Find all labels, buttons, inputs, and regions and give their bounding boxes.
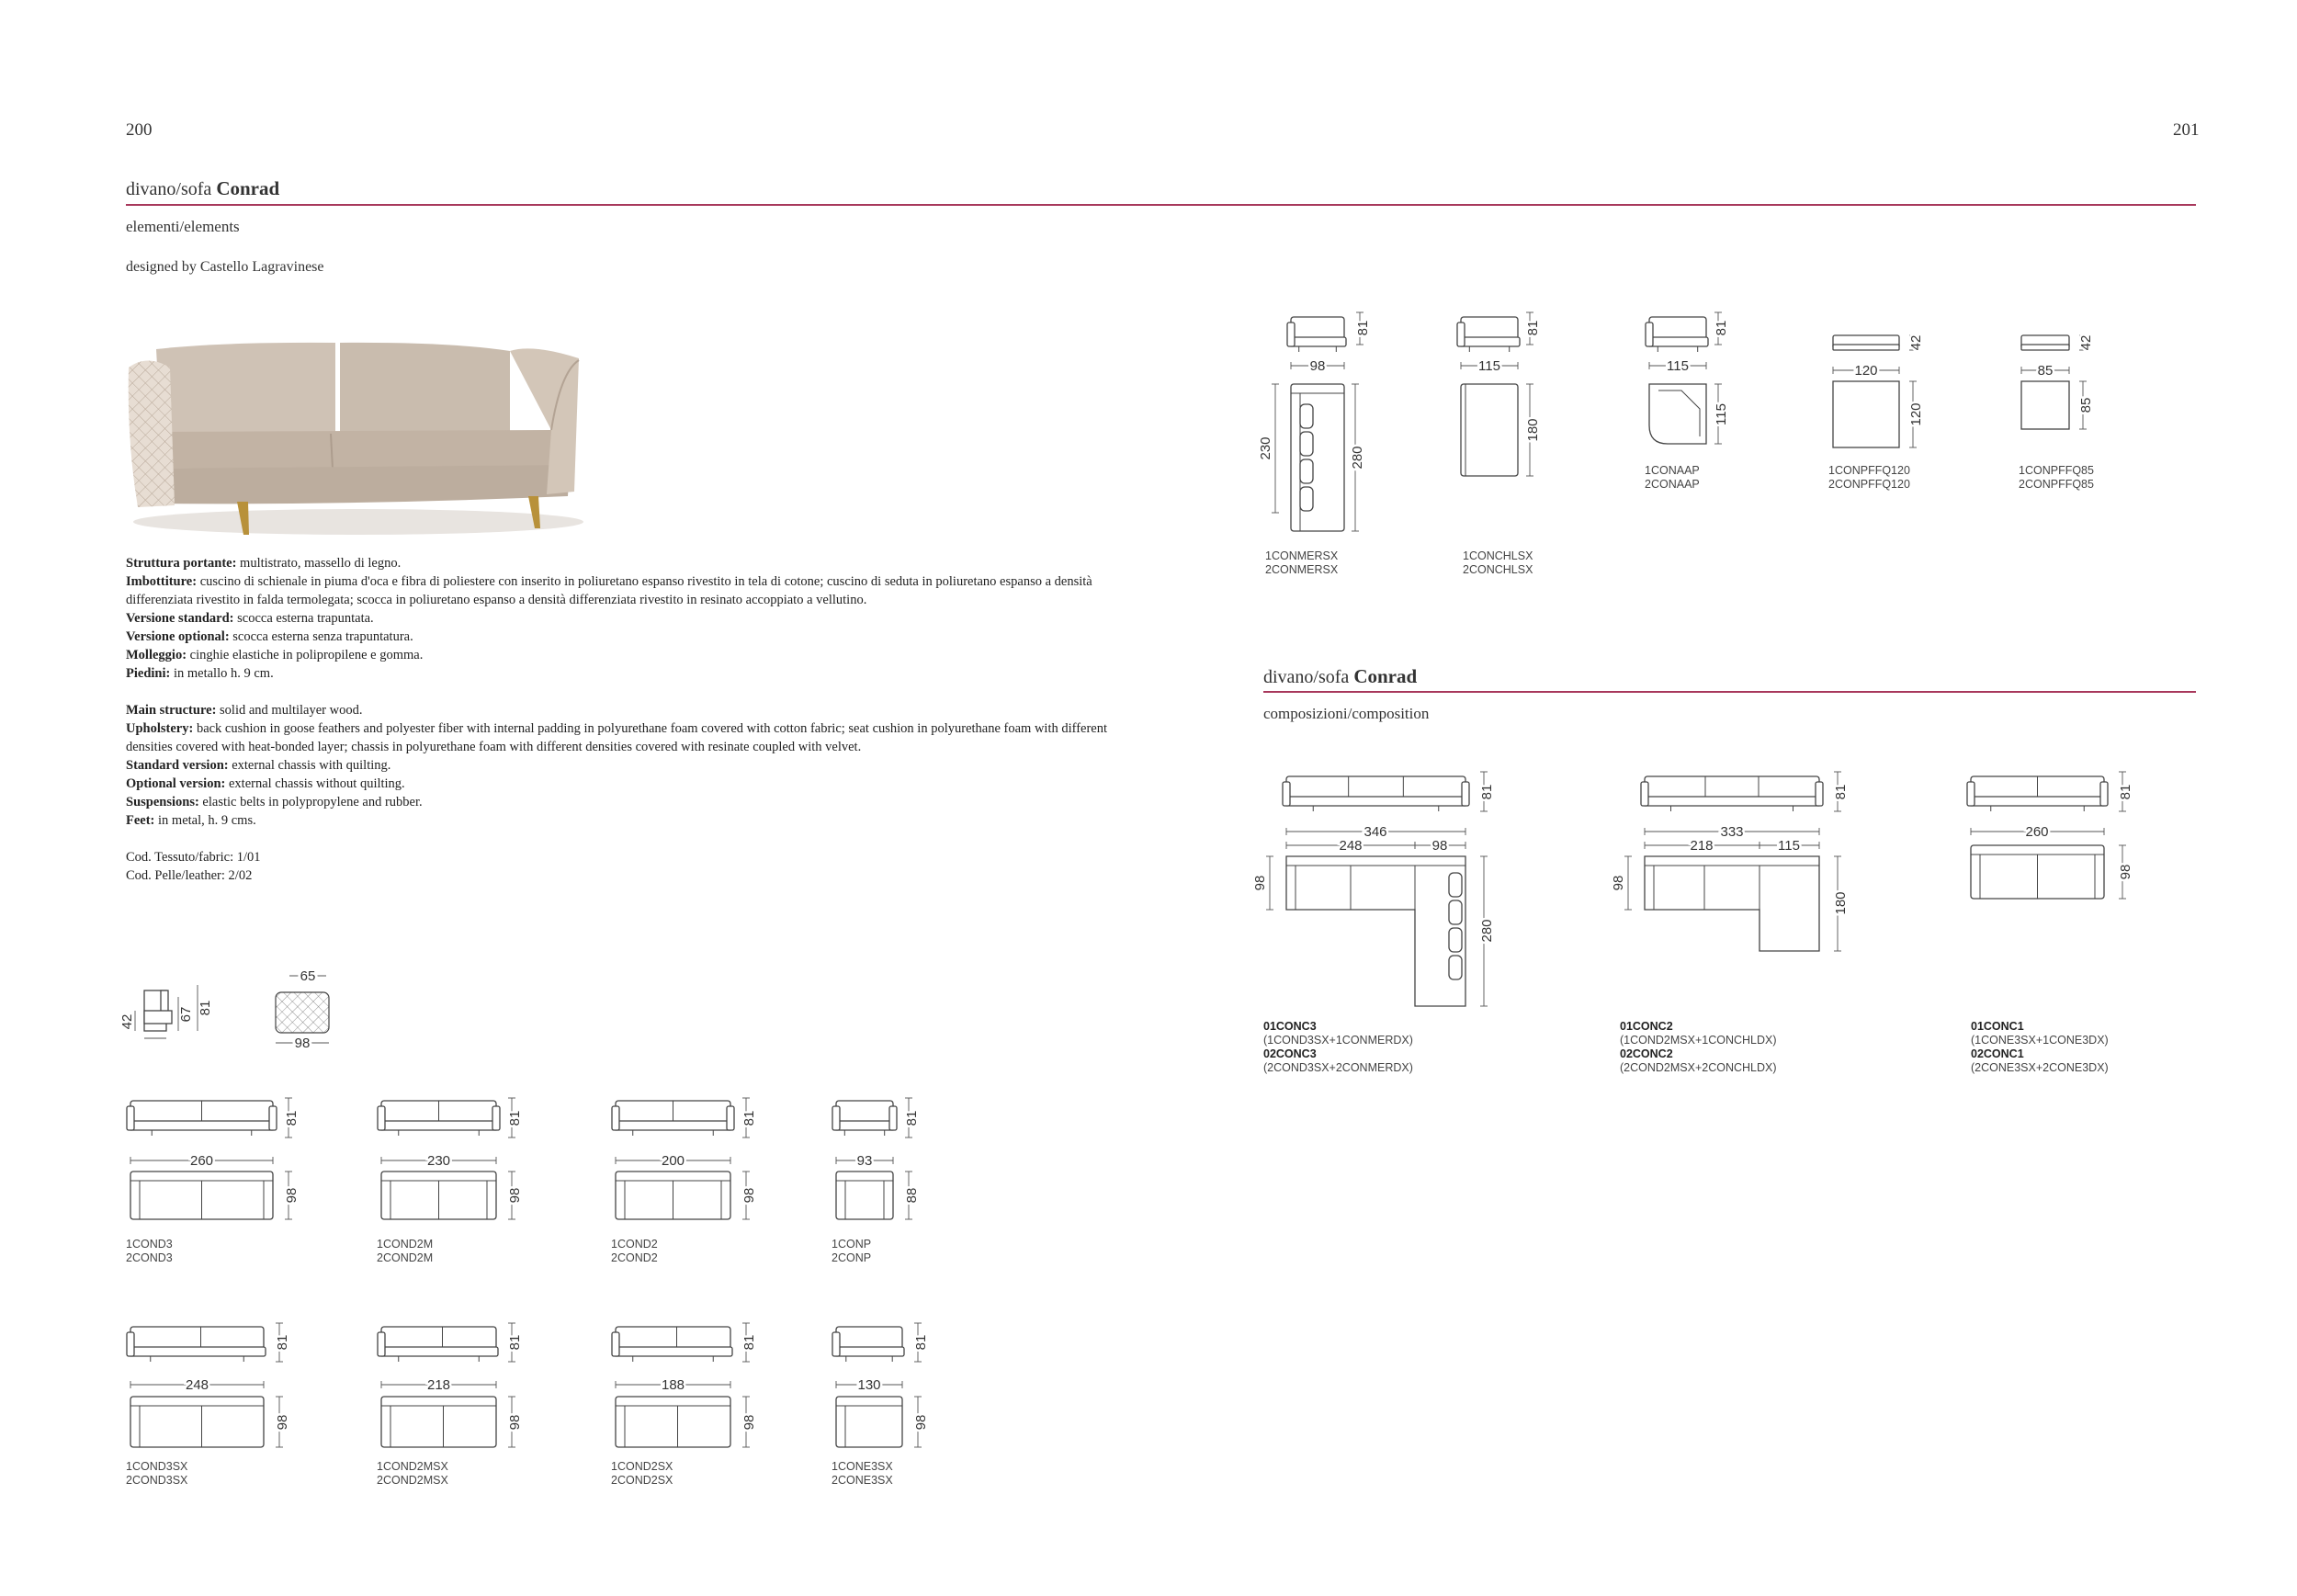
dim-part-width: 218 bbox=[1690, 838, 1714, 854]
code-line: 1CONPFFQ85 bbox=[2019, 464, 2094, 477]
desc-en-line: Optional version: external chassis without quilting. bbox=[126, 776, 405, 791]
page-number-right: 201 bbox=[2173, 120, 2200, 140]
dim-width: 130 bbox=[857, 1377, 881, 1393]
element-diagram bbox=[126, 1316, 314, 1463]
dim-width: 218 bbox=[426, 1377, 451, 1393]
code-line: 02CONC2 bbox=[1620, 1047, 1673, 1060]
desc-it-line: Piedini: in metallo h. 9 cm. bbox=[126, 666, 274, 681]
dim-height: 42 bbox=[1908, 334, 1924, 351]
fabric-code: Cod. Tessuto/fabric: 1/01 bbox=[126, 850, 261, 865]
dim-depth: 180 bbox=[1525, 418, 1541, 442]
dim-height: 81 bbox=[507, 1110, 523, 1126]
dim-depth: 98 bbox=[913, 1414, 929, 1431]
dim-depth: 98 bbox=[275, 1414, 290, 1431]
code-line: 2CONCHLSX bbox=[1463, 563, 1533, 576]
section-subtitle-elements: elementi/elements bbox=[126, 218, 240, 235]
dim-depth: 180 bbox=[1833, 891, 1849, 915]
dim-depth: 98 bbox=[284, 1187, 300, 1204]
code-line: (1CONE3SX+1CONE3DX) bbox=[1971, 1034, 2109, 1047]
element-diagram bbox=[832, 1093, 944, 1240]
element-codes bbox=[611, 1238, 658, 1265]
dim-width: 188 bbox=[661, 1377, 685, 1393]
title-name: Conrad bbox=[1353, 665, 1418, 687]
element-diagram bbox=[126, 1093, 323, 1240]
code-line: 1COND2MSX bbox=[377, 1460, 448, 1473]
code-line: 1COND2M bbox=[377, 1238, 434, 1251]
element-diagram bbox=[377, 1316, 547, 1463]
element-codes bbox=[832, 1238, 871, 1265]
dim-total-width: 333 bbox=[1720, 824, 1744, 840]
dim-part-width: 115 bbox=[1778, 838, 1800, 854]
element-diagram bbox=[1828, 331, 1939, 464]
dim-total-width: 260 bbox=[2025, 824, 2049, 840]
composition-diagram bbox=[1611, 767, 1856, 960]
dim-width: 260 bbox=[189, 1153, 214, 1169]
title-prefix: divano/sofa bbox=[126, 179, 212, 199]
designer-credit: designed by Castello Lagravinese bbox=[126, 259, 324, 275]
header-rule-composition bbox=[1263, 691, 2196, 693]
composition-codes bbox=[1263, 1020, 1413, 1075]
code-line: 01CONC3 bbox=[1263, 1020, 1317, 1033]
element-codes bbox=[377, 1238, 433, 1265]
element-codes bbox=[1828, 464, 1910, 492]
code-line: (2COND3SX+2CONMERDX) bbox=[1263, 1061, 1413, 1074]
code-line: 1COND2SX bbox=[611, 1460, 673, 1473]
element-codes bbox=[611, 1460, 673, 1488]
dim-width: 200 bbox=[661, 1153, 685, 1169]
desc-en-line: Upholstery: back cushion in goose feathers and polyester fiber with internal padding in polyurethane foam covered with cotton fabric; seat cushion in polyurethane foam with different densities covered with heat-bonded layer; chassis in polyurethane foam with different densities covered with resinate coupled with velvet. bbox=[126, 721, 1107, 754]
description-italian bbox=[126, 554, 1127, 885]
code-line: 2CONMERSX bbox=[1265, 563, 1339, 576]
dim-height: 81 bbox=[1714, 320, 1729, 336]
element-diagram bbox=[377, 1093, 547, 1240]
dim-width: 98 bbox=[1309, 358, 1326, 374]
element-codes bbox=[1463, 549, 1533, 577]
dim-height: 81 bbox=[1479, 784, 1495, 800]
element-diagram bbox=[2017, 331, 2118, 464]
element-diagram bbox=[611, 1316, 781, 1463]
dim-height: 81 bbox=[2118, 784, 2133, 800]
code-line: 1CONPFFQ120 bbox=[1828, 464, 1910, 477]
dim-height: 81 bbox=[1833, 784, 1849, 800]
dim-depth: 280 bbox=[1350, 446, 1365, 470]
code-line: 2CONP bbox=[832, 1251, 872, 1264]
desc-en-line: Feet: in metal, h. 9 cms. bbox=[126, 813, 256, 828]
code-line: 2COND2SX bbox=[611, 1474, 673, 1487]
page-number-left: 200 bbox=[126, 120, 153, 140]
desc-it-line: Struttura portante: multistrato, massello di legno. bbox=[126, 556, 402, 571]
code-line: 02CONC3 bbox=[1263, 1047, 1317, 1060]
dim-height: 81 bbox=[507, 1334, 523, 1351]
element-codes bbox=[126, 1238, 173, 1265]
dim-depth: 98 bbox=[1611, 875, 1626, 891]
code-line: 1COND3SX bbox=[126, 1460, 188, 1473]
title-name: Conrad bbox=[216, 177, 280, 199]
dim-depth: 85 bbox=[2078, 397, 2094, 413]
dim-depth: 98 bbox=[507, 1414, 523, 1431]
code-line: 02CONC1 bbox=[1971, 1047, 2024, 1060]
code-line: (1COND3SX+1CONMERDX) bbox=[1263, 1034, 1413, 1047]
element-codes bbox=[1645, 464, 1700, 492]
arm-quilt-diagram bbox=[266, 965, 368, 1057]
element-codes bbox=[832, 1460, 893, 1488]
dim-depth: 115 bbox=[1714, 403, 1729, 425]
code-line: 2COND3SX bbox=[126, 1474, 188, 1487]
code-line: 1COND2 bbox=[611, 1238, 658, 1251]
product-title-right bbox=[1263, 665, 1417, 688]
dim-depth: 98 bbox=[741, 1414, 757, 1431]
code-line: (2CONE3SX+2CONE3DX) bbox=[1971, 1061, 2109, 1074]
dim-width: 230 bbox=[426, 1153, 451, 1169]
dim-width: 115 bbox=[1478, 358, 1500, 374]
desc-en-line: Suspensions: elastic belts in polypropylene and rubber. bbox=[126, 795, 423, 809]
code-line: 1CONMERSX bbox=[1265, 549, 1339, 562]
desc-en-line: Standard version: external chassis with quilting. bbox=[126, 758, 391, 773]
dim-seat-height: 42 bbox=[119, 1013, 135, 1030]
code-line: 1COND3 bbox=[126, 1238, 173, 1251]
dim-total-height: 81 bbox=[198, 1000, 213, 1016]
code-line: 2CONPFFQ120 bbox=[1828, 478, 1910, 491]
code-line: 2COND2MSX bbox=[377, 1474, 448, 1487]
dim-width: 85 bbox=[2037, 363, 2054, 379]
dim-depth: 98 bbox=[1252, 875, 1268, 891]
dim-depth: 98 bbox=[2118, 864, 2133, 880]
code-line: 1CONCHLSX bbox=[1463, 549, 1533, 562]
dim-depth: 280 bbox=[1479, 919, 1495, 943]
dim-width: 115 bbox=[1667, 358, 1689, 374]
code-line: 01CONC2 bbox=[1620, 1020, 1673, 1033]
desc-en-line: Main structure: solid and multilayer wood. bbox=[126, 703, 363, 718]
code-line: 2CONE3SX bbox=[832, 1474, 893, 1487]
dim-height: 81 bbox=[1355, 320, 1371, 336]
dim-width: 248 bbox=[185, 1377, 209, 1393]
code-line: 2COND2 bbox=[611, 1251, 658, 1264]
element-diagram bbox=[832, 1316, 953, 1463]
dim-width: 120 bbox=[1854, 363, 1878, 379]
code-line: 1CONE3SX bbox=[832, 1460, 893, 1473]
element-codes bbox=[377, 1460, 448, 1488]
desc-it-line: Imbottiture: cuscino di schienale in piuma d'oca e fibra di poliestere con inserito in poliuretano espanso rivestito in tela di cotone; cuscino di seduta in poliuretano espanso a densità differenziata rivestito in falda termolegata; scocca in poliuretano espanso a densità differenziata rivestito in resinato accoppiato a vellutino. bbox=[126, 574, 1092, 607]
dim-depth: 120 bbox=[1908, 402, 1924, 426]
element-diagram bbox=[1456, 308, 1557, 492]
dim-part-width: 98 bbox=[1431, 838, 1448, 854]
code-line: (2COND2MSX+2CONCHLDX) bbox=[1620, 1061, 1777, 1074]
code-line: 2CONPFFQ85 bbox=[2019, 478, 2094, 491]
dim-height: 81 bbox=[741, 1110, 757, 1126]
dim-depth: 98 bbox=[741, 1187, 757, 1204]
title-prefix: divano/sofa bbox=[1263, 667, 1350, 687]
dim-arm-depth: 98 bbox=[294, 1036, 311, 1051]
code-line: 1CONP bbox=[832, 1238, 872, 1251]
dim-part-width: 248 bbox=[1339, 838, 1363, 854]
element-codes bbox=[1265, 549, 1338, 577]
composition-codes bbox=[1971, 1020, 2109, 1075]
dim-height: 81 bbox=[913, 1334, 929, 1351]
element-codes bbox=[126, 1460, 187, 1488]
element-diagram bbox=[1258, 308, 1371, 547]
dim-height: 81 bbox=[904, 1110, 920, 1126]
code-line: 2COND2M bbox=[377, 1251, 434, 1264]
desc-it-line: Versione optional: scocca esterna senza trapuntatura. bbox=[126, 629, 413, 644]
dim-height: 42 bbox=[2078, 334, 2094, 351]
dim-total-width: 346 bbox=[1363, 824, 1387, 840]
dim-height: 81 bbox=[275, 1334, 290, 1351]
element-diagram bbox=[1645, 308, 1746, 464]
composition-diagram bbox=[1252, 767, 1507, 1015]
product-title-left bbox=[126, 177, 279, 200]
dim-height: 81 bbox=[741, 1334, 757, 1351]
dim-height: 81 bbox=[284, 1110, 300, 1126]
sofa-photo bbox=[119, 331, 588, 542]
dim-arm-width: 65 bbox=[300, 968, 316, 984]
dim-depth: 98 bbox=[507, 1187, 523, 1204]
composition-codes bbox=[1620, 1020, 1777, 1075]
section-subtitle-composition: composizioni/composition bbox=[1263, 705, 1430, 722]
dim-height: 81 bbox=[1525, 320, 1541, 336]
code-line: 01CONC1 bbox=[1971, 1020, 2024, 1033]
composition-diagram bbox=[1966, 767, 2150, 933]
code-line: 2COND3 bbox=[126, 1251, 173, 1264]
header-rule-top bbox=[126, 204, 2196, 206]
desc-it-line: Versione standard: scocca esterna trapuntata. bbox=[126, 611, 374, 626]
dim-width: 93 bbox=[856, 1153, 873, 1169]
leather-code: Cod. Pelle/leather: 2/02 bbox=[126, 868, 253, 883]
dim-arm-height: 67 bbox=[178, 1006, 194, 1023]
code-line: 1CONAAP bbox=[1645, 464, 1700, 477]
dim-depth: 88 bbox=[904, 1187, 920, 1204]
element-codes bbox=[2019, 464, 2094, 492]
dim-depth: 230 bbox=[1258, 436, 1273, 460]
element-diagram bbox=[611, 1093, 781, 1240]
code-line: (1COND2MSX+1CONCHLDX) bbox=[1620, 1034, 1777, 1047]
code-line: 2CONAAP bbox=[1645, 478, 1700, 491]
desc-it-line: Molleggio: cinghie elastiche in polipropilene e gomma. bbox=[126, 648, 424, 662]
